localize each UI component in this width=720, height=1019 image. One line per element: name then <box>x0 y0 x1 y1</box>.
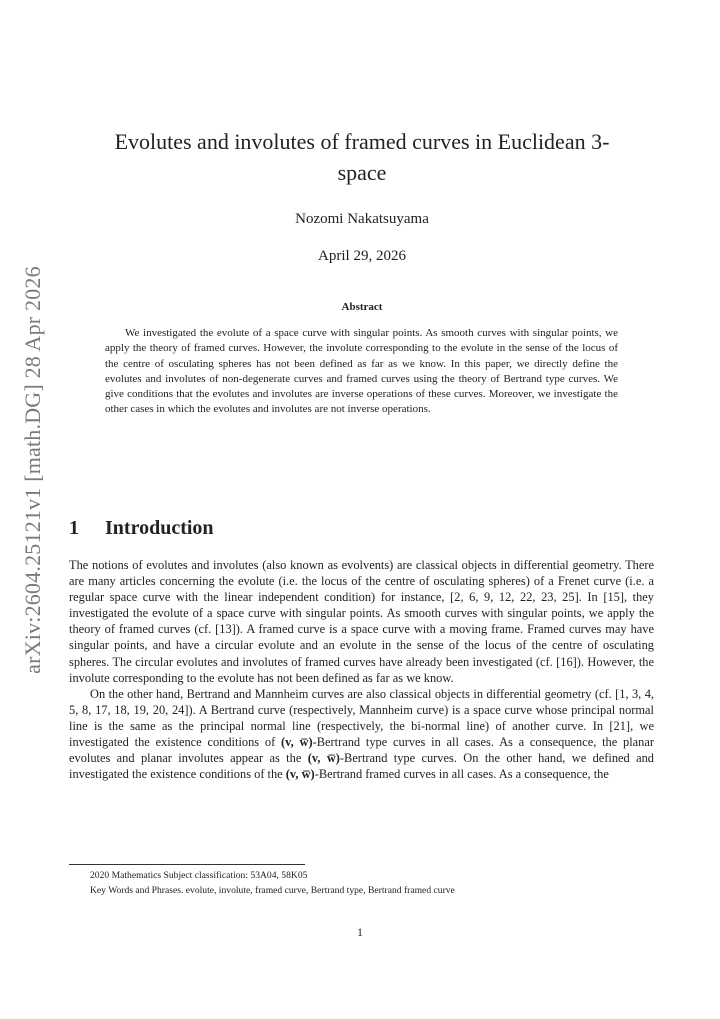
paper-date: April 29, 2026 <box>318 248 406 264</box>
author-name: Nozomi Nakatsuyama <box>295 211 429 227</box>
abstract-body: We investigated the evolute of a space curve with singular points. As smooth curves with singular points, we apply the theory of framed curves. However, the involute corresponding to the evolute in the sense of the locus of the centre of osculating spheres has not been defined as far as we know. In this paper, we directly define the evolutes and involutes of non-degenerate curves and framed curves using the theory of Bertrand type curves. We give conditions that the evolutes and involutes are inverse operations of these curves. Moreover, we investigate the other cases in which the evolutes and involutes are not inverse operations. <box>105 327 618 416</box>
footnote-divider <box>69 864 305 865</box>
intro-paragraph-2-part-d: -Bertrand framed curves in all cases. As a consequence, the <box>314 767 609 782</box>
arxiv-identifier-stamp: arXiv:2604.25121v1 [math.DG] 28 Apr 2026 <box>20 266 45 674</box>
intro-paragraph-2-part-b: -Bertrand type curves in all cases. As a consequence, the planar evolutes and planar involutes appear as the <box>69 735 654 766</box>
intro-paragraph-1: The notions of evolutes and involutes (also known as evolvents) are classical objects in differential geometry. There are many articles concerning the evolute (i.e. the locus of the centre of osculating spheres) of a Frenet curve (i.e. a regular space curve with the linear independent condition) for instance, [2, 6, 9, 12, 22, 23, 25]. In [15], they investigated the evolute of a space curve with singular points. As smooth curves with singular points, we apply the theory of framed curves (cf. [13]). A framed curve is a space curve with a moving frame. Framed curves may have singular points, and have a circular evolute and an evolute in the sense of the locus of the centre of osculating spheres. The circular evolutes and involutes of framed curves have already been investigated (cf. [16]). However, the involute corresponding to the evolute has not been defined as far as we know. <box>69 558 654 685</box>
paper-title: Evolutes and involutes of framed curves in Euclidean 3-space <box>114 129 610 185</box>
footnote-classification: 2020 Mathematics Subject classification: 53A04, 58K05 <box>90 870 308 881</box>
math-pair-1: (v, w̅) <box>281 735 313 750</box>
section-title: Introduction <box>105 517 214 539</box>
math-pair-3: (v, w̅) <box>285 767 315 782</box>
intro-paragraph-2 <box>69 686 654 783</box>
section-heading <box>69 517 214 540</box>
introduction-text <box>69 557 654 782</box>
page-number: 1 <box>357 925 363 939</box>
math-pair-2: (v, w̅) <box>307 751 340 766</box>
abstract-heading: Abstract <box>341 301 383 313</box>
intro-paragraph-2-part-c: -Bertrand type curves. On the other hand, we defined and investigated the existence conditions of the <box>69 751 654 782</box>
footnote-keywords: Key Words and Phrases. evolute, involute, framed curve, Bertrand type, Bertrand framed curve <box>90 885 455 896</box>
intro-paragraph-2-part-a: On the other hand, Bertrand and Mannheim curves are also classical objects in differential geometry (cf. [1, 3, 4, 5, 8, 17, 18, 19, 20, 24]). A Bertrand curve (respectively, Mannheim curve) is a space curve whose principal normal line is the same as the principal normal line (respectively, the bi-normal line) of another curve. In [21], we investigated the existence conditions of <box>69 686 654 750</box>
section-number: 1 <box>69 517 79 539</box>
